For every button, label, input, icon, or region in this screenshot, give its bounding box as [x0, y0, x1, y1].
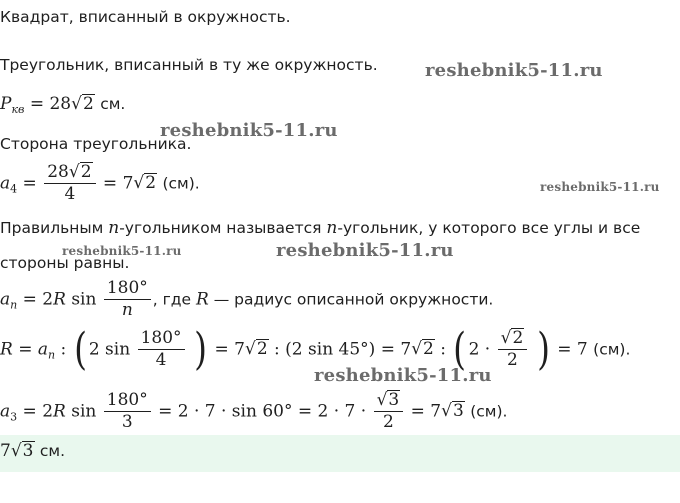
- watermark: reshebnik5-11.ru: [160, 120, 338, 141]
- formula-side-square: $a_4$ = $\frac{28√2}{4}$ = 7√2 (см).: [0, 162, 200, 205]
- watermark: reshebnik5-11.ru: [425, 60, 603, 81]
- text-line: стороны равны.: [0, 254, 130, 272]
- text-line: Правильным n-угольником называется n-угольник, у которого все углы и все: [0, 218, 641, 238]
- answer-text: 7√3 см.: [0, 441, 66, 461]
- watermark: reshebnik5-11.ru: [276, 240, 454, 261]
- answer-block: [0, 435, 680, 472]
- text-line: Сторона треугольника.: [0, 135, 192, 153]
- watermark: reshebnik5-11.ru: [540, 180, 660, 194]
- text-line: Квадрат, вписанный в окружность.: [0, 8, 291, 26]
- text-line: Треугольник, вписанный в ту же окружность.: [0, 56, 378, 74]
- formula-perimeter: $P_{кв} = 28√2$ см.: [0, 94, 126, 116]
- formula-side-triangle: $a_3 = 2R$ sin $\frac{180^\circ}{3}$ = 2 · 7 · sin 60° = 2 · 7 · $\frac{√3}{2}$ = 7√3 (см).: [0, 390, 508, 433]
- formula-radius: $R = a_n$ : ( 2 sin $\frac{180^\circ}{4}$ ) = 7√2 : (2 sin 45°) = 7√2 : ( 2 · $\frac{√2}{2}$ ) = 7 (см).: [0, 323, 631, 375]
- formula-side-general: $a_n = 2R$ sin $\frac{180^\circ}{n}$ , где R — радиус описанной окружности.: [0, 278, 494, 321]
- watermark: reshebnik5-11.ru: [62, 244, 182, 258]
- watermark: reshebnik5-11.ru: [314, 365, 492, 386]
